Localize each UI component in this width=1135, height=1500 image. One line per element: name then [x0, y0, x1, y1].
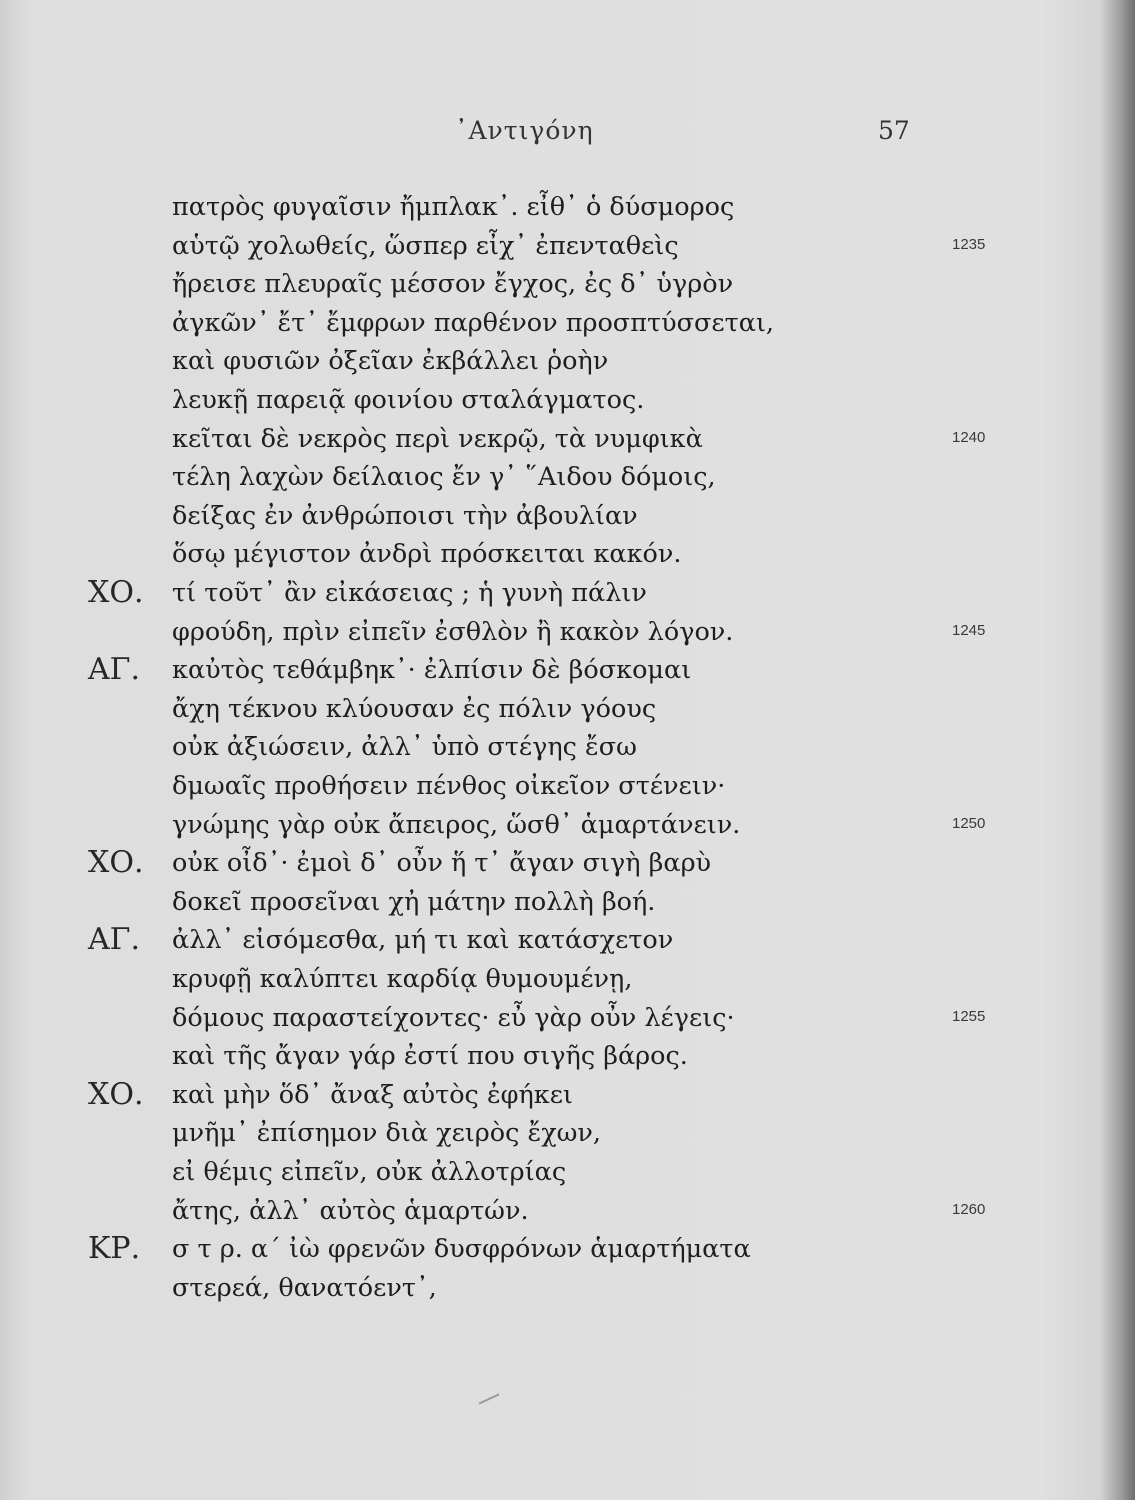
verse-text: λευκῇ παρειᾷ φοινίου σταλάγματος. [172, 385, 645, 415]
verse-line [0, 573, 1135, 613]
verse-line [0, 998, 1135, 1038]
speaker-label: ΑΓ. [88, 922, 141, 958]
verse-text: δμωαῖς προθήσειν πένθος οἰκεῖον στένειν· [172, 771, 726, 801]
verse-text: δοκεῖ προσεῖναι χἠ μάτην πολλὴ βοή. [172, 886, 656, 917]
verse-text: δόμους παραστείχοντες· εὖ γὰρ οὖν λέγεις· [172, 1002, 735, 1033]
verse-line [0, 727, 1135, 767]
page-number: 57 [878, 116, 910, 145]
verse-line [0, 226, 1135, 266]
verse-line [0, 187, 1135, 227]
speaker-label: ΧΟ. [88, 845, 144, 881]
verse-line [0, 1036, 1135, 1076]
line-number: 1235 [952, 235, 986, 253]
verse-text: γνώμης γὰρ οὐκ ἄπειρος, ὥσθ᾿ ἁμαρτάνειν. [172, 809, 741, 840]
speaker-label: ΑΓ. [88, 652, 141, 688]
speaker-label: ΚΡ. [88, 1231, 141, 1267]
verse-line [0, 650, 1135, 690]
verse-line [0, 1229, 1135, 1269]
verse-line [0, 457, 1135, 497]
verse-line [0, 1075, 1135, 1115]
verse-text: ἤρεισε πλευραῖς μέσσον ἔγχος, ἐς δ᾿ ὑγρὸν [172, 269, 734, 300]
verse-text: ἄτης, ἀλλ᾿ αὐτὸς ἁμαρτών. [172, 1195, 529, 1226]
verse-line [0, 1113, 1135, 1153]
verse-text: καὶ φυσιῶν ὀξεῖαν ἐκβάλλει ῥοὴν [172, 346, 609, 377]
verse-line [0, 419, 1135, 459]
verse-text: κεῖται δὲ νεκρὸς περὶ νεκρῷ, τὰ νυμφικὰ [172, 423, 703, 454]
verse-line [0, 689, 1135, 729]
verse-line [0, 1268, 1135, 1308]
verse-line [0, 766, 1135, 806]
verse-text: οὐκ ἀξιώσειν, ἀλλ᾿ ὑπὸ στέγης ἔσω [172, 732, 637, 763]
verse-text: πατρὸς φυγαῖσιν ἤμπλακ᾿. εἶθ᾿ ὁ δύσμορος [172, 192, 735, 222]
speaker-label: ΧΟ. [88, 575, 144, 610]
stray-ink-mark [479, 1393, 500, 1404]
verse-text: στερεά, θανατόεντ᾿, [172, 1272, 437, 1303]
verse-text: ὅσῳ μέγιστον ἀνδρὶ πρόσκειται κακόν. [172, 539, 682, 570]
verse-line [0, 805, 1135, 845]
verse-text: δείξας ἐν ἀνθρώποισι τὴν ἀβουλίαν [172, 500, 638, 531]
verse-line [0, 612, 1135, 652]
verse-text: ἀγκῶν᾿ ἔτ᾿ ἔμφρων παρθένον προσπτύσσεται, [172, 307, 775, 338]
line-number: 1245 [952, 621, 986, 639]
verse-text: τέλη λαχὼν δείλαιος ἔν γ᾿ ῞Αιδου δόμοις, [172, 462, 716, 493]
line-number: 1250 [952, 814, 986, 832]
verse-line [0, 496, 1135, 536]
line-number: 1260 [952, 1200, 986, 1218]
verse-text: κρυφῇ καλύπτει καρδίᾳ θυμουμένῃ, [172, 964, 633, 994]
verse-line [0, 959, 1135, 999]
verse-text: σ τ ρ. α΄ ἰὼ φρενῶν δυσφρόνων ἁμαρτήματα [172, 1234, 751, 1265]
verse-text: καὶ τῆς ἄγαν γάρ ἐστί που σιγῆς βάρος. [172, 1041, 688, 1072]
verse-line [0, 303, 1135, 343]
verse-line [0, 920, 1135, 960]
verse-line [0, 380, 1135, 420]
speaker-label: ΧΟ. [88, 1076, 144, 1112]
verse-line [0, 341, 1135, 381]
verse-text: καὶ μὴν ὅδ᾿ ἄναξ αὐτὸς ἐφήκει [172, 1079, 573, 1110]
verse-text: ἄχη τέκνου κλύουσαν ἐς πόλιν γόους [172, 693, 657, 724]
verse-text: τί τοῦτ᾿ ἂν εἰκάσειας ; ἡ γυνὴ πάλιν [172, 578, 647, 608]
verse-line [0, 1191, 1135, 1231]
verse-line [0, 264, 1135, 304]
verse-text: οὐκ οἶδ᾿· ἐμοὶ δ᾿ οὖν ἥ τ᾿ ἄγαν σιγὴ βαρὺ [172, 848, 712, 879]
verse-text: ἀλλ᾿ εἰσόμεσθα, μή τι καὶ κατάσχετον [172, 925, 674, 956]
verse-line [0, 882, 1135, 922]
verse-text: φρούδη, πρὶν εἰπεῖν ἐσθλὸν ἢ κακὸν λόγον. [172, 616, 734, 647]
verse-text: εἰ θέμις εἰπεῖν, οὐκ ἀλλοτρίας [172, 1157, 567, 1187]
verse-line [0, 534, 1135, 574]
running-title: ᾿Αντιγόνη [455, 116, 594, 145]
line-number: 1240 [952, 428, 986, 446]
verse-text: μνῆμ᾿ ἐπίσημον διὰ χειρὸς ἔχων, [172, 1118, 602, 1149]
verse-line [0, 843, 1135, 883]
verse-line [0, 1152, 1135, 1192]
line-number: 1255 [952, 1007, 986, 1025]
verse-text: καὐτὸς τεθάμβηκ᾿· ἐλπίσιν δὲ βόσκομαι [172, 655, 692, 686]
verse-text: αὑτῷ χολωθείς, ὥσπερ εἶχ᾿ ἐπενταθεὶς [172, 230, 679, 261]
